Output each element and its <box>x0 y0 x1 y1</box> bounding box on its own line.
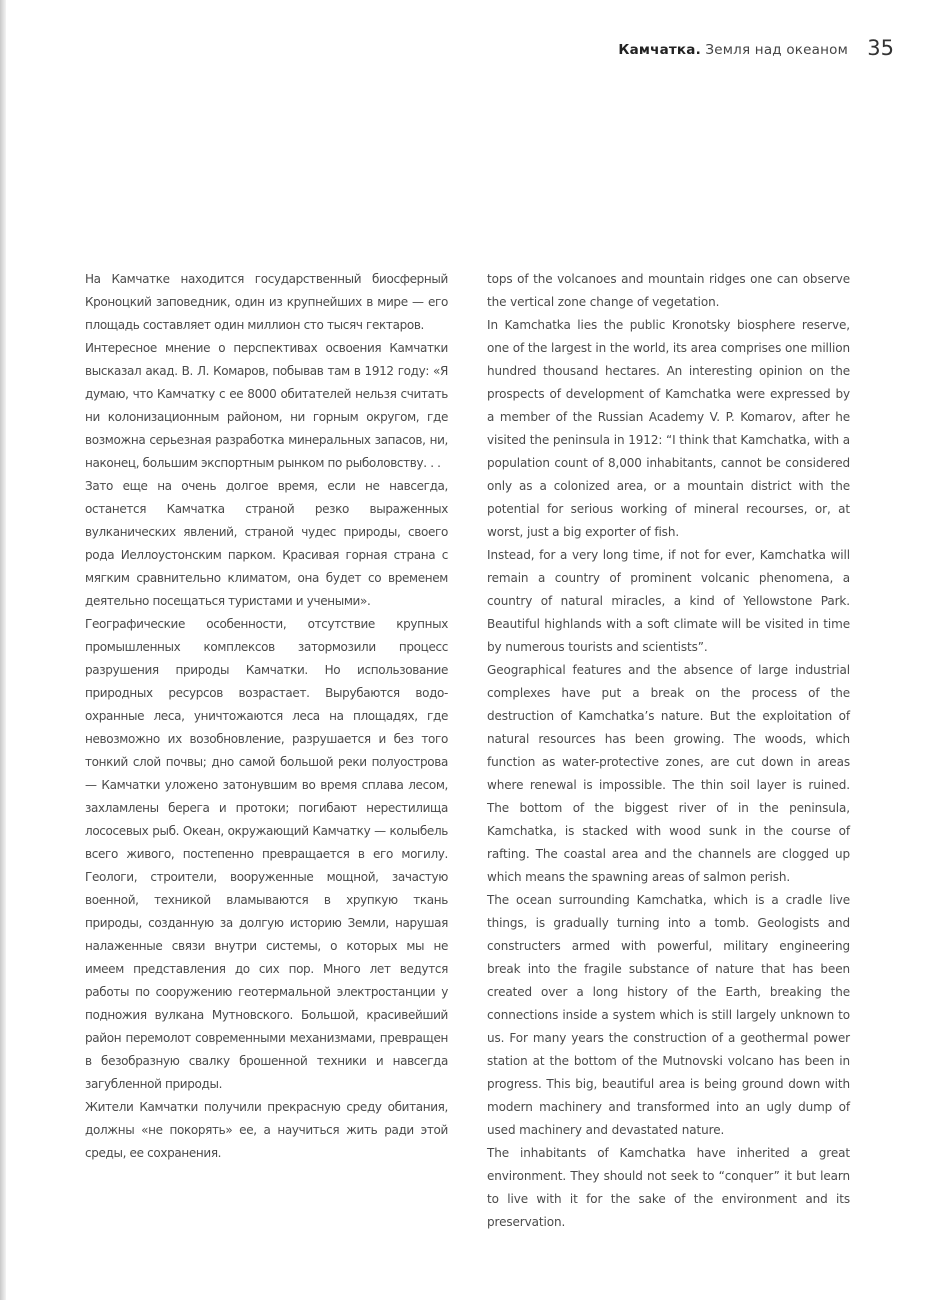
header-title-rest: Земля над океаном <box>700 42 848 58</box>
ru-paragraph: Жители Камчатки получили прекрасную среду обитания, должны «не покорять» ее, а научиться жить ради этой среды, ее сохранения. <box>85 1100 448 1160</box>
page-number: 35 <box>867 36 894 60</box>
russian-text-column <box>85 268 448 1165</box>
en-paragraph: The ocean surrounding Kamchatka, which is a cradle live things, is gradually turning into a tomb. Geologists and constructers armed with powerful, military engineering break into the fragile substance of nature that has been created over a long history of the Earth, breaking the connections inside a system which is still largely unknown to us. For many years the construction of a geothermal power station at the bottom of the Mutnovski volcano has been in progress. This big, beautiful area is being ground down with modern machinery and transformed into an ugly dump of used machinery and devastated nature. <box>487 893 850 1137</box>
running-header <box>618 42 848 58</box>
en-paragraph: The inhabitants of Kamchatka have inherited a great environment. They should not seek to “conquer” it but learn to live with it for the sake of the environment and its preservation. <box>487 1146 850 1229</box>
ru-paragraph: На Камчатке находится государственный биосферный Кроноцкий заповедник, один из крупнейших в мире — его площадь составляет один миллион сто тысяч гектаров. <box>85 272 448 332</box>
ru-paragraph: Зато еще на очень долгое время, если не навсегда, останется Камчатка страной резко выраженных вулканических явлений, страной чудес природы, своего рода Иеллоустонским парком. Красивая горная страна с мягким сравнительно климатом, она будет со временем деятельно посещаться туристами и учеными». <box>85 479 448 608</box>
ru-paragraph: Географические особенности, отсутствие крупных промышленных комплексов затормозили процесс разрушения природы Камчатки. Но использование природных ресурсов возрастает. Вырубаются водо-охранные леса, уничтожаются леса на площадях, где невозможно их возобновление, разрушается и без того тонкий слой почвы; дно самой большой реки полуострова — Камчатки уложено затонувшим во время сплава лесом, захламлены берега и протоки; погибают нерестилища лососевых рыб. Океан, окружающий Камчатку — колыбель всего живого, постепенно превращается в его могилу. Геологи, строители, вооруженные мощной, зачастую военной, техникой вламываются в хрупкую ткань природы, созданную за долгую историю Земли, нарушая налаженные связи внутри системы, о которых мы не имеем представления до сих пор. Много лет ведутся работы по сооружению геотермальной электростанции у подножия вулкана Мутновского. Большой, красивейший район перемолот современными механизмами, превращен в безобразную свалку брошенной техники и навсегда загубленной природы. <box>85 617 448 1091</box>
en-paragraph: tops of the volcanoes and mountain ridges one can observe the vertical zone change of vegetation. <box>487 272 850 309</box>
ru-paragraph: Интересное мнение о перспективах освоения Камчатки высказал акад. В. Л. Комаров, побывав там в 1912 году: «Я думаю, что Камчатку с ее 8000 обитателей нельзя считать ни колонизационным районом, ни горным округом, где возможна серьезная разработка минеральных запасов, ни, наконец, большим экспортным рынком по рыболовству. . . <box>85 341 448 470</box>
page-edge-shadow <box>0 0 6 1300</box>
english-text-column <box>487 268 850 1234</box>
en-paragraph: In Kamchatka lies the public Kronotsky biosphere reserve, one of the largest in the world, its area comprises one million hundred thousand hectares. An interesting opinion on the prospects of development of Kamchatka were expressed by a member of the Russian Academy V. P. Komarov, after he visited the peninsula in 1912: “I think that Kamchatka, with a population count of 8,000 inhabitants, cannot be considered only as a colonized area, or a mountain district with the potential for serious working of mineral recourses, or, at worst, just a big exporter of fish. <box>487 318 850 539</box>
en-paragraph: Geographical features and the absence of large industrial complexes have put a break on the process of the destruction of Kamchatka’s nature. But the exploitation of natural resources has been growing. The woods, which function as water-protective zones, are cut down in areas where renewal is impossible. The thin soil layer is ruined. The bottom of the biggest river of in the peninsula, Kamchatka, is stacked with wood sunk in the course of rafting. The coastal area and the channels are clogged up which means the spawning areas of salmon perish. <box>487 663 850 884</box>
en-paragraph: Instead, for a very long time, if not for ever, Kamchatka will remain a country of prominent volcanic phenomena, a country of natural miracles, a kind of Yellowstone Park. Beautiful highlands with a soft climate will be visited in time by numerous tourists and scientists”. <box>487 548 850 654</box>
header-title-bold: Камчатка. <box>618 42 701 58</box>
